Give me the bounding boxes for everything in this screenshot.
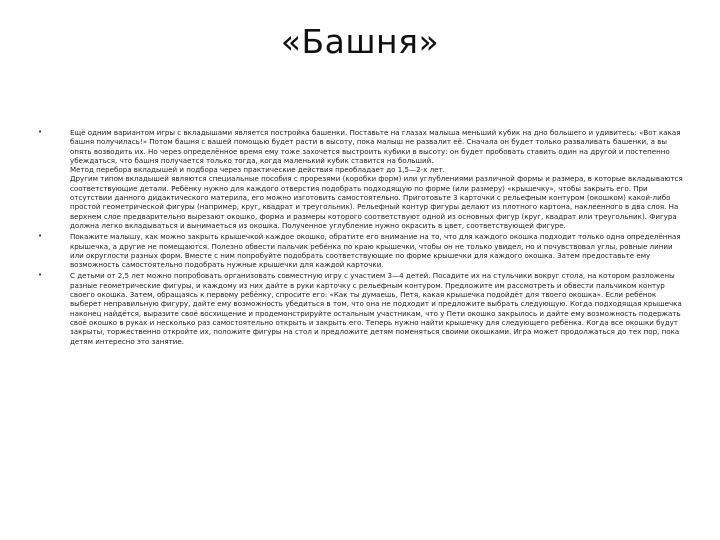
bullet-item: [38, 271, 684, 345]
bullet-dot-icon: •: [38, 128, 43, 136]
bullet-paragraph: Ещё одним вариантом игры с вкладышами является постройка башенки. Поставьте на глазах малыша меньший кубик на дно большего и удивитесь: «Вот какая башня получилась!» Потом башня с вашей помощью будет расти в высоту, пока малыш не развалит её. Сначала он будет только разваливать башенки, а вы опять возводить их. Но через определённое время ему тоже захочется выстроить кубики в высоту: он будет пробовать ставить один на другой и постепенно убеждаться, что башня получается только тогда, когда маленький кубик ставится на больший.: [70, 128, 681, 165]
bullet-paragraph: Покажите малышу, как можно закрыть крышечкой каждое окошко, обратите его внимание на то, что для каждого окошка подходит только одна определённая крышечка, а другие не помещаются. Полезно обвести пальчик ребёнка по краю крышечки, чтобы он не только увидел, но и почувствовал углы, ровные линии или округлости разных форм. Вместе с ним попробуйте подобрать соответствующие по форме крышечки для каждого окошка. Затем предоставьте ему возможность самостоятельно подобрать нужные крышечки для каждой карточки.: [70, 232, 681, 270]
bullet-paragraph: Метод перебора вкладышей и подбора через практические действия преобладает до 1,5—2-х лет.: [70, 165, 445, 175]
bullet-dot-icon: •: [38, 232, 43, 241]
bullet-paragraph: С детьми от 2,5 лет можно попробовать организовать совместную игру с участием 3—4 детей. Посадите их на стульчики вокруг стола, на котором разложены разные геометрические фигуры, и каждому из них дайте в руки карточку с рельефным контуром. Предложите им рассмотреть и обвести пальчиком контур своего окошка. Затем, обращаясь к первому ребёнку, спросите его: «Как ты думаешь, Петя, какая крышечка подойдёт для твоего окошка». Если ребёнок выберет неправильную фигуру, дайте ему возможность убедиться в том, что она не подходит и предложите выбрать следующую. Когда подходящая крышечка наконец найдётся, выразите своё восхищение и продемонстрируйте остальным участникам, что у Пети окошко закрылось и дайте ему возможность подержать своё окошко в руках и несколько раз самостоятельно открыть и закрыть его. Теперь нужно найти крышечку для следующего ребёнка. Когда все окошки будут закрыты, торжественно откройте их, положите фигуры на стол и предложите детям поменяться своими окошками. Игра может продолжаться до тех пор, пока детям интересно это занятие.: [70, 271, 682, 346]
slide-content: [38, 128, 684, 346]
bullet-dot-icon: •: [38, 271, 43, 280]
bullet-item: [38, 232, 684, 269]
bullet-item: [38, 128, 684, 230]
slide-title: «Башня»: [280, 22, 440, 61]
bullet-paragraph: Другим типом вкладышей являются специальные пособия с прорезями (коробки форм) или углублениями различной формы и размера, в которые вкладываются соответствующие детали. Ребёнку нужно для каждого отверстия подобрать подходящую по форме (или размеру) «крышечку», чтобы закрыть его. При отсутствии данного дидактического материла, его можно изготовить самостоятельно. Приготовьте 3 карточки с рельефным контуром (окошком) какой-либо простой геометрической фигуры (например, круг, квадрат и треугольник). Рельефный контур фигуры делают из плотного картона, наклеенного в два слоя. На верхнем слое предварительно вырезают окошко, форма и размеры которого соответствуют одной из основных фигур (круг, квадрат или треугольник). Фигура должна легко вкладываться и вынимаеться из окошка. Полученное углубление нужно окрасить в цвет, соответствующей фигуре.: [70, 174, 683, 230]
